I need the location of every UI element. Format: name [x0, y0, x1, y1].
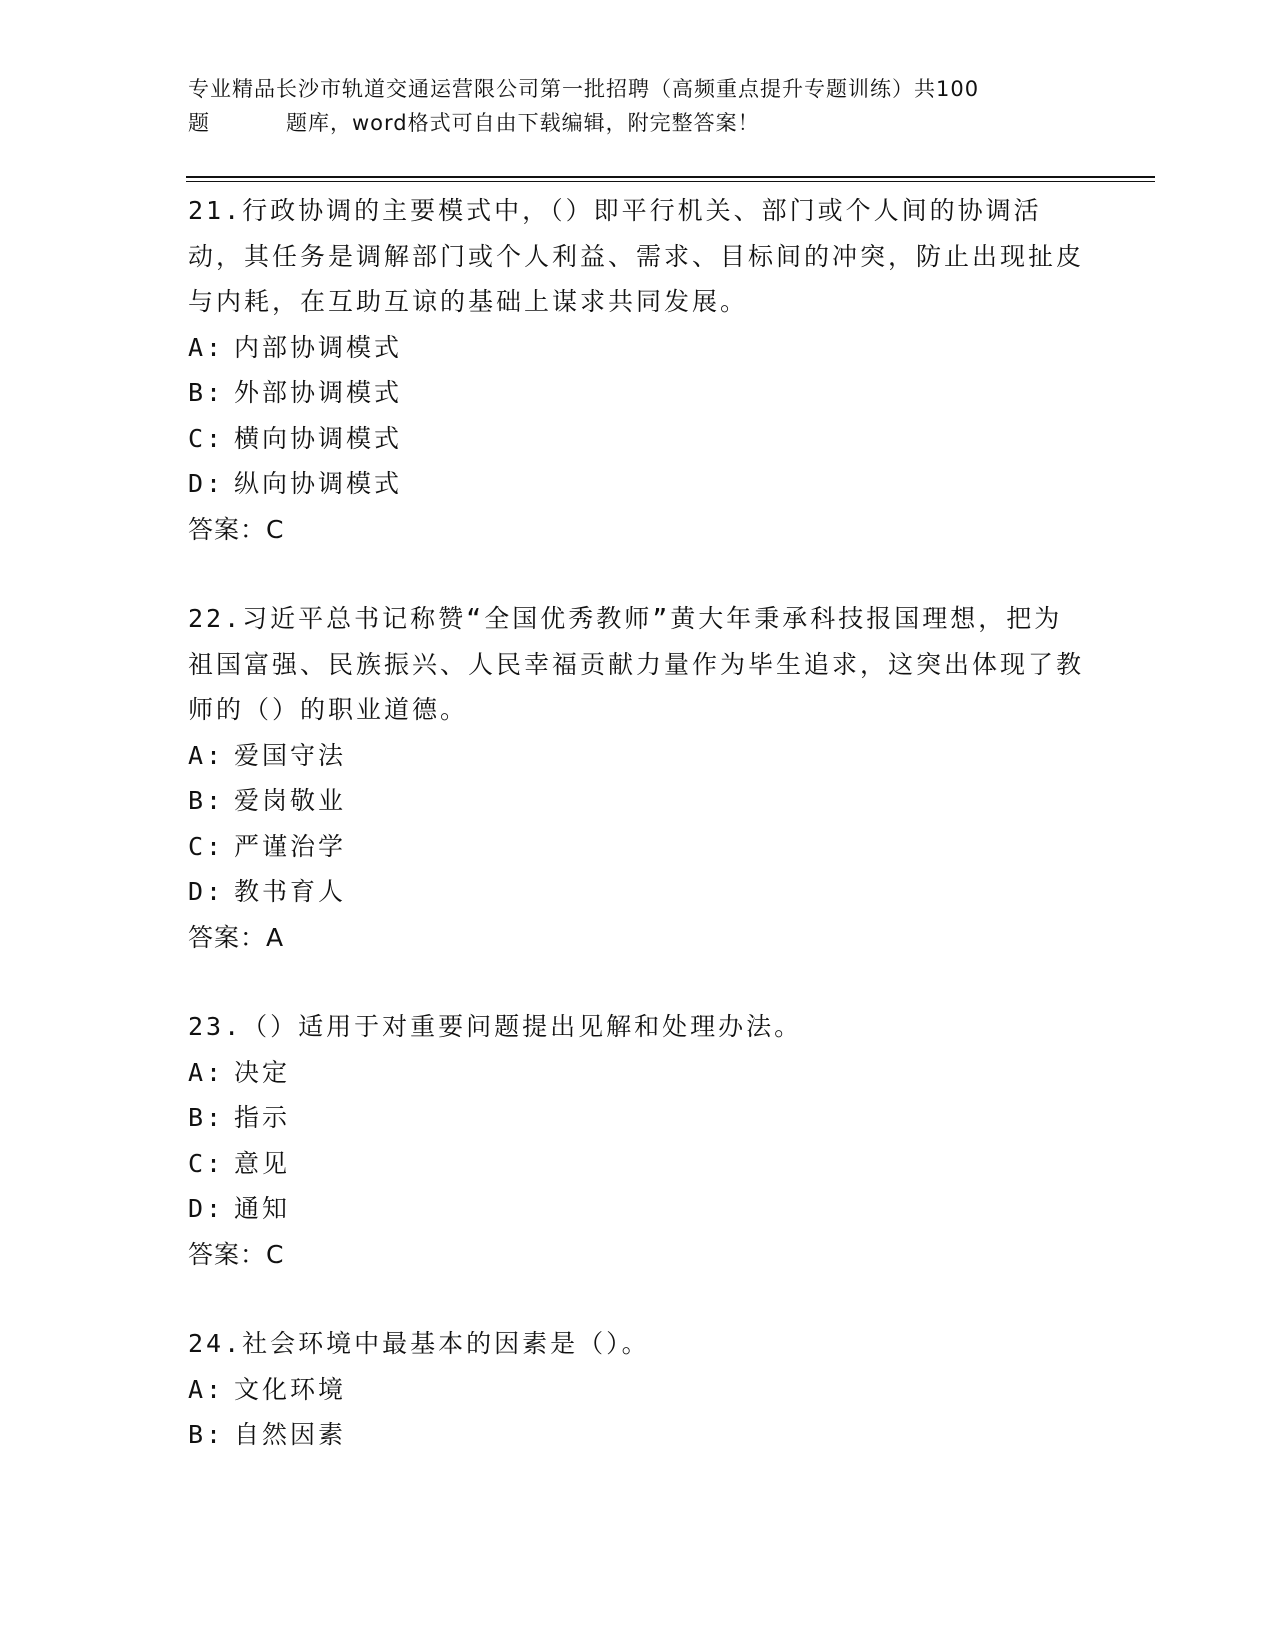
- option-d: [188, 461, 1088, 507]
- option-text: 爱国守法: [234, 740, 347, 770]
- question-stem: 24.社会环境中最基本的因素是（）。: [188, 1329, 650, 1358]
- option-text: 指示: [234, 1103, 291, 1132]
- answer-line: 答案：C: [188, 1239, 285, 1269]
- header-line-2-lead: 题: [188, 111, 210, 135]
- option-text: 教书育人: [234, 877, 347, 906]
- option-b: [188, 1095, 1088, 1141]
- option-key: B:: [188, 786, 225, 815]
- option-key: A:: [188, 1057, 225, 1087]
- option-d: [188, 869, 1088, 915]
- option-key: C:: [188, 831, 225, 861]
- question-list: [188, 188, 1088, 1458]
- option-text: 内部协调模式: [234, 332, 403, 362]
- question-stem: 21.行政协调的主要模式中，（）即平行机关、部门或个人间的协调活动，其任务是调解部门或个人利益、需求、目标间的冲突，防止出现扯皮与内耗，在互助互谅的基础上谋求共同发展。: [188, 196, 1085, 316]
- option-c: [188, 1141, 1088, 1187]
- header-title-line-1: 专业精品长沙市轨道交通运营限公司第一批招聘（高频重点提升专题训练）共100: [188, 77, 980, 101]
- answer-line: 答案：C: [188, 514, 285, 544]
- option-text: 外部协调模式: [234, 378, 403, 407]
- question-spacer: [188, 552, 1088, 596]
- option-text: 文化环境: [234, 1374, 347, 1404]
- option-text: 爱岗敬业: [234, 786, 347, 815]
- option-b: [188, 370, 1088, 416]
- header-title-line-2: [188, 106, 1088, 140]
- option-text: 决定: [234, 1057, 291, 1087]
- answer-line: 答案：A: [188, 922, 285, 952]
- option-key: D:: [188, 1194, 225, 1223]
- question-stem: 23.（）适用于对重要问题提出见解和处理办法。: [188, 1012, 803, 1041]
- option-text: 严谨治学: [234, 831, 347, 861]
- header-divider-thin: [186, 181, 1155, 182]
- option-a: [188, 733, 1088, 779]
- option-key: A:: [188, 1374, 225, 1404]
- header-line-2-text: 题库，word格式可自由下载编辑，附完整答案！: [286, 111, 760, 135]
- option-key: C:: [188, 423, 225, 453]
- option-text: 纵向协调模式: [234, 469, 403, 498]
- option-b: [188, 778, 1088, 824]
- option-a: [188, 1367, 1088, 1413]
- document-header: [188, 72, 1088, 140]
- question-21: [188, 188, 1088, 552]
- option-key: C:: [188, 1148, 225, 1178]
- option-key: B:: [188, 378, 225, 407]
- option-key: D:: [188, 877, 225, 906]
- option-c: [188, 824, 1088, 870]
- option-key: A:: [188, 332, 225, 362]
- option-d: [188, 1186, 1088, 1232]
- question-22: [188, 596, 1088, 960]
- option-text: 通知: [234, 1194, 291, 1223]
- header-divider-thick: [186, 176, 1155, 178]
- option-a: [188, 325, 1088, 371]
- option-text: 意见: [234, 1148, 291, 1178]
- option-text: 自然因素: [234, 1420, 347, 1449]
- question-spacer: [188, 1277, 1088, 1321]
- question-23: [188, 1004, 1088, 1277]
- option-text: 横向协调模式: [234, 423, 403, 453]
- question-24: [188, 1321, 1088, 1458]
- option-key: A:: [188, 740, 225, 770]
- question-spacer: [188, 960, 1088, 1004]
- option-key: B:: [188, 1103, 225, 1132]
- question-stem: 22.习近平总书记称赞“全国优秀教师”黄大年秉承科技报国理想，把为祖国富强、民族振兴、人民幸福贡献力量作为毕生追求，这突出体现了教师的（）的职业道德。: [188, 604, 1085, 724]
- option-key: B:: [188, 1420, 225, 1449]
- option-a: [188, 1050, 1088, 1096]
- option-key: D:: [188, 469, 225, 498]
- option-c: [188, 416, 1088, 462]
- option-b: [188, 1412, 1088, 1458]
